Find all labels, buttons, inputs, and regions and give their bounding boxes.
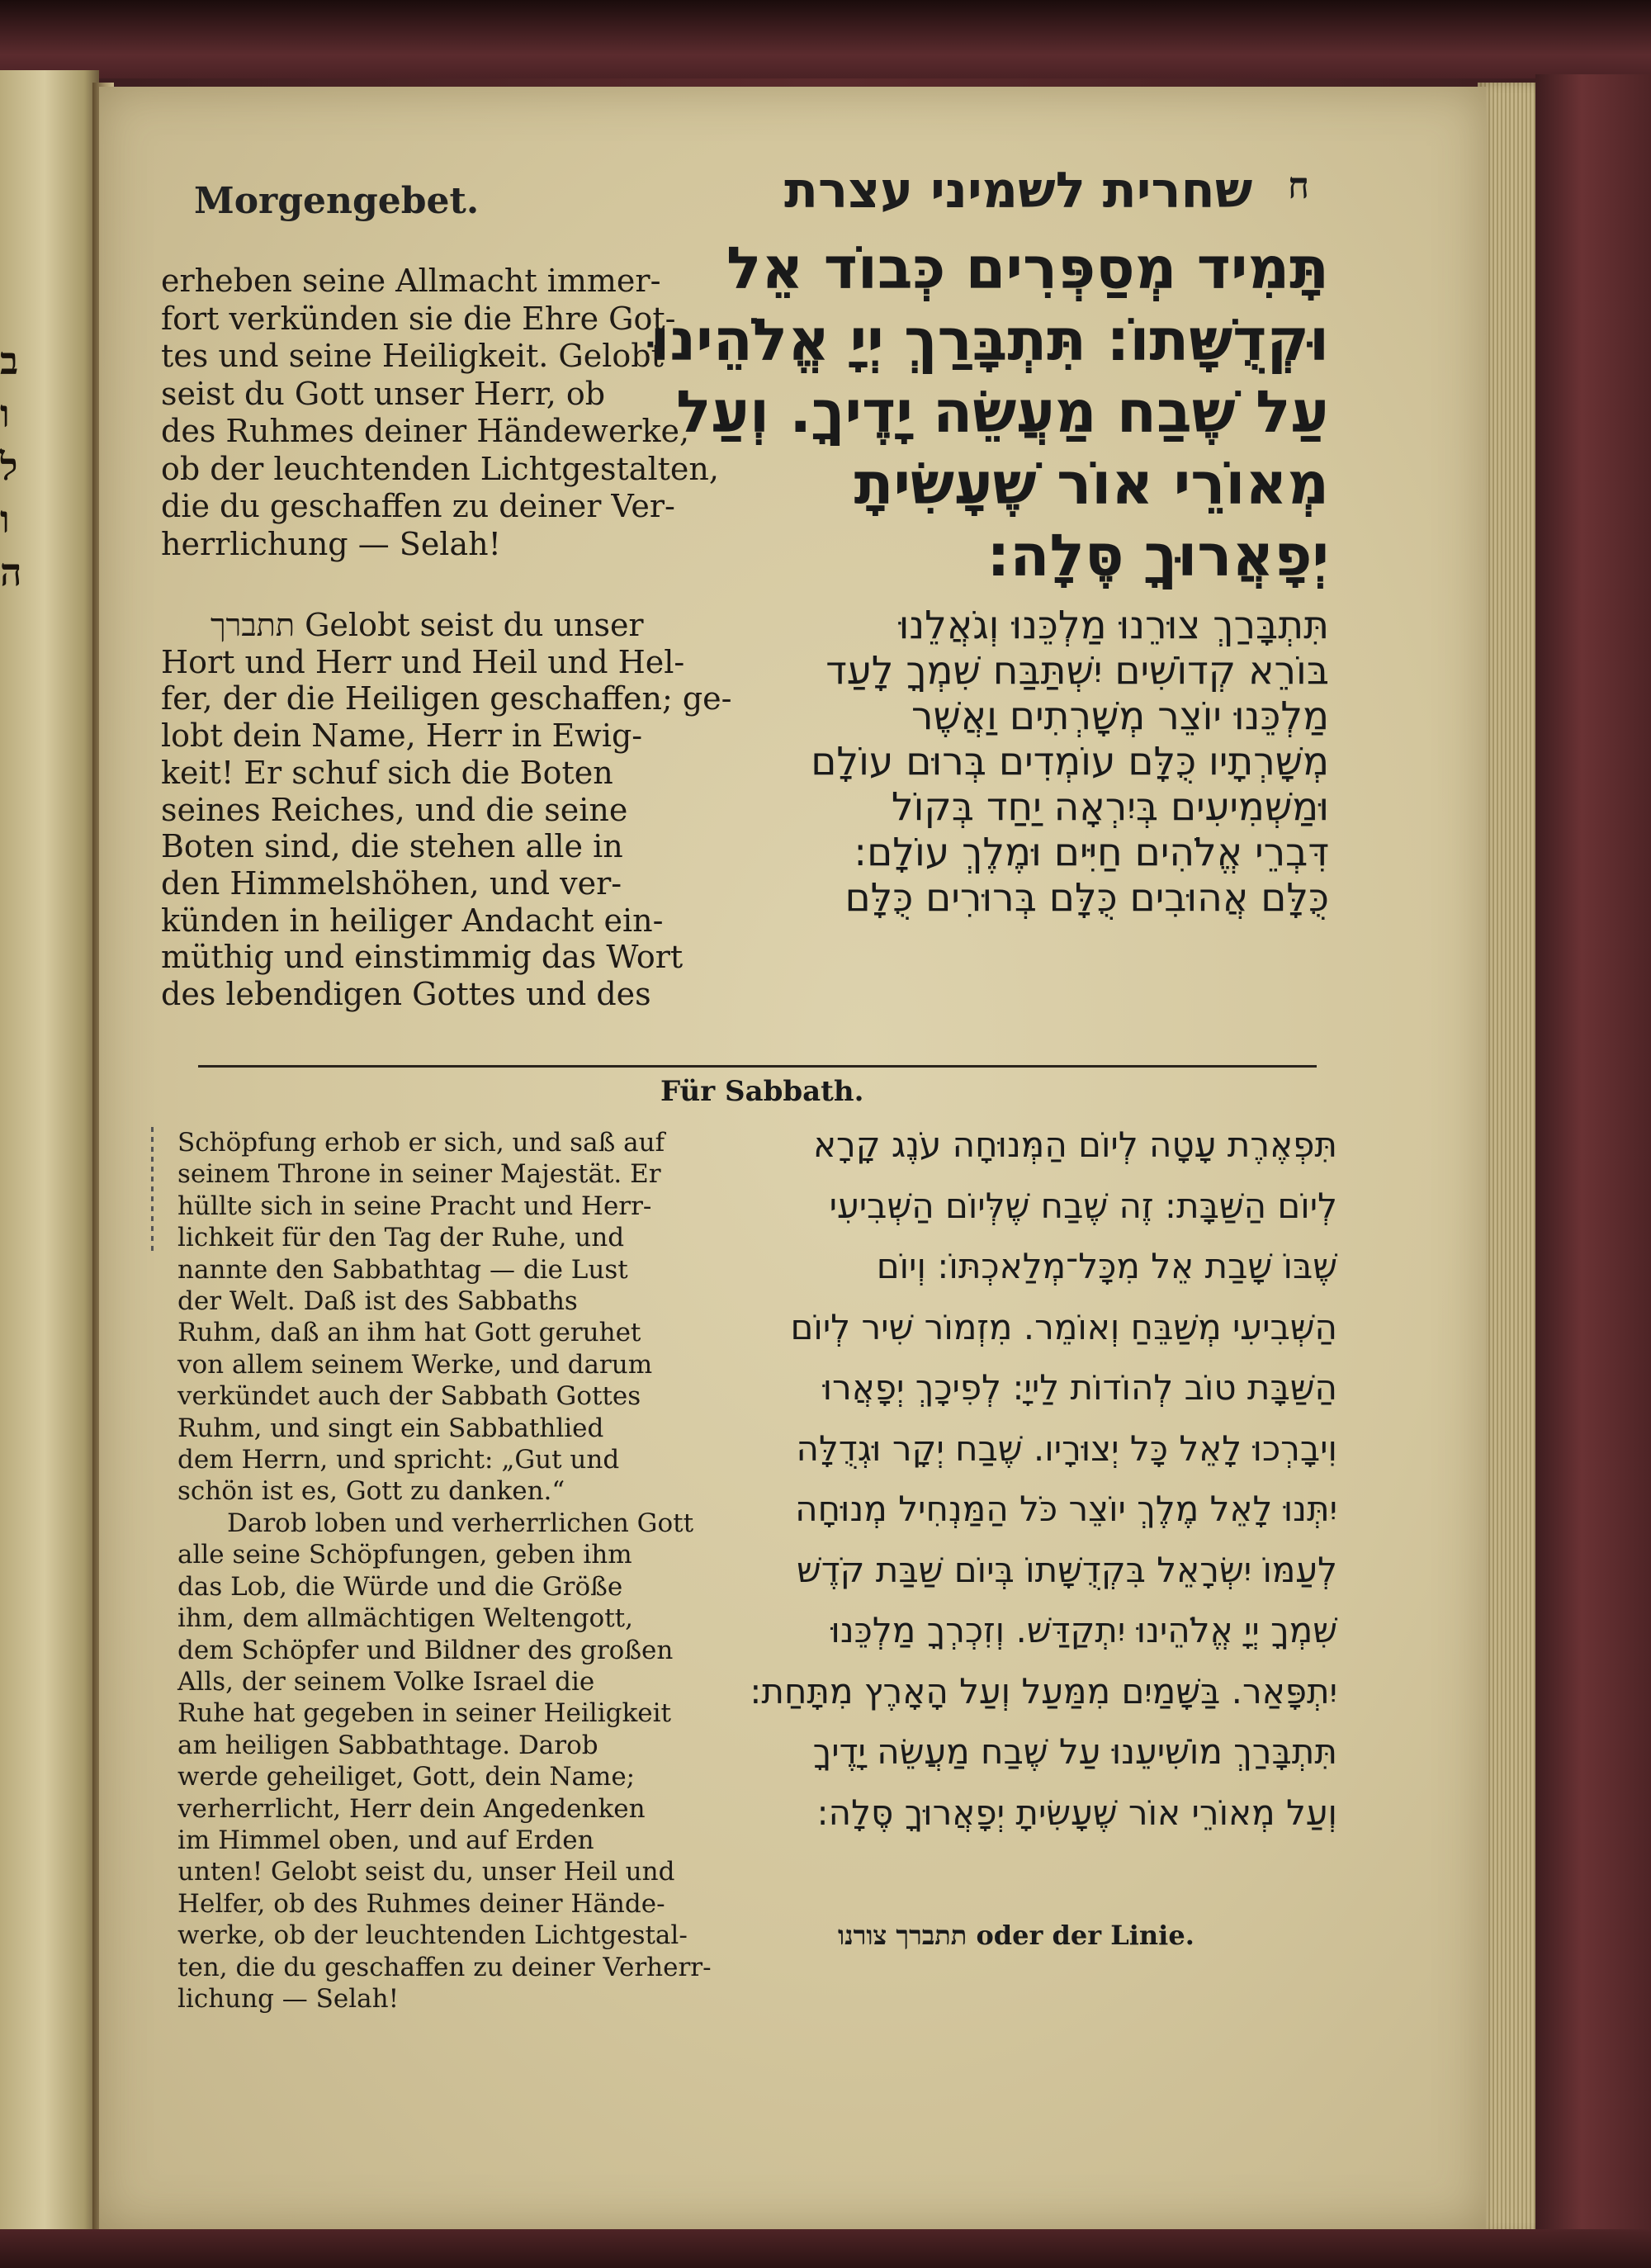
text-line: תִּתְבָּרַךְ מוֹשִׁיעֵנוּ עַל שֶׁבַח מַעֲשֵׂה יָדֶיךָ — [812, 1731, 1337, 1772]
text-line: Alls, der seinem Volke Israel die — [177, 1666, 595, 1697]
text-line: Schöpfung erhob er sich, und saß auf — [177, 1128, 665, 1158]
left-fragment: ב — [0, 339, 19, 383]
text-line: herrlichung — Selah! — [161, 525, 501, 562]
text-line: keit! Er schuf sich die Boten — [161, 754, 613, 791]
section-title: Für Sabbath. — [660, 1075, 864, 1108]
text-line: Ruhm, und singt ein Sabbathlied — [177, 1413, 604, 1443]
text-line: im Himmel oben, und auf Erden — [177, 1825, 594, 1855]
text-line: יִתְפָּאַר. בַּשָּׁמַיִם מִמַּעַל וְעַל הָאָרֶץ מִתָּחַת: — [750, 1670, 1337, 1712]
left-fragment: ה — [0, 550, 22, 594]
text-line: וְעַל מְאוֹרֵי אוֹר שֶׁעָשִׂיתָ יְפָאֲרוּךָ סֶּלָה: — [816, 1792, 1337, 1833]
german-text-bottom — [177, 1127, 712, 2015]
text-line: תָּמִיד מְסַפְּרִים כְּבוֹד אֵל — [726, 234, 1329, 302]
left-fragment: ו — [0, 497, 10, 542]
text-line: verkündet auch der Sabbath Gottes — [177, 1381, 641, 1412]
text-line: Ruhm, daß an ihm hat Gott geruhet — [177, 1318, 641, 1348]
text-line: des Ruhmes deiner Händewerke, — [161, 413, 690, 449]
text-line: כֻּלָּם אֲהוּבִים כֻּלָּם בְּרוּרִים כֻּלָּם — [844, 875, 1329, 921]
margin-mark — [151, 1127, 154, 1251]
text-line: Boten sind, die stehen alle in — [161, 828, 623, 865]
text-line: תתברך Gelobt seist du unser — [211, 607, 644, 643]
text-line: werke, ob der leuchtenden Lichtgestal- — [177, 1920, 688, 1951]
text-line: דִּבְרֵי אֱלֹהִים חַיִּים וּמֶלֶךְ עוֹלָם: — [854, 830, 1329, 875]
text-line: nannte den Sabbathtag — die Lust — [177, 1254, 628, 1285]
text-line: die du geschaffen zu deiner Ver- — [161, 488, 675, 524]
section-divider — [198, 1065, 1317, 1068]
text-line: müthig und einstimmig das Wort — [161, 939, 684, 976]
text-line: מְשָׁרְתָיו כֻּלָּם עוֹמְדִים בְּרוּם עוֹלָם — [811, 739, 1329, 784]
text-line: יִתְּנוּ לָאֵל מֶלֶךְ יוֹצֵר כֹּל הַמַּנְחִיל מְנוּחָה — [795, 1489, 1337, 1529]
text-line: seines Reiches, und die seine — [161, 791, 628, 828]
text-line: ten, die du geschaffen zu deiner Verherr- — [177, 1952, 712, 1982]
text-line: hüllte sich in seine Pracht und Herr- — [177, 1191, 652, 1221]
text-line: Darob loben und verherrlichen Gott — [227, 1508, 694, 1538]
text-line: das Lob, die Würde und die Größe — [177, 1571, 623, 1602]
text-line: Ruhe hat gegeben in seiner Heiligkeit — [177, 1698, 671, 1729]
footnote: תתברך צורנו oder der Linie. — [838, 1920, 1194, 1951]
text-line: עַל שֶׁבַח מַעֲשֵׂה יָדֶיךָ. וְעַל — [676, 378, 1329, 446]
text-line: לְיוֹם הַשַּׁבָּת: זֶה שֶׁבַח שֶׁלְּיוֹם הַשְּׁבִיעִי — [829, 1185, 1337, 1226]
text-line: seinem Throne in seiner Majestät. Er — [177, 1159, 661, 1190]
text-line: von allem seinem Werke, und darum — [177, 1349, 653, 1380]
text-line: schön ist es, Gott zu danken.“ — [177, 1476, 565, 1507]
text-line: הַשְּׁבִיעִי מְשַׁבֵּחַ וְאוֹמֵר. מִזְמוֹר שִׁיר לְיוֹם — [790, 1306, 1337, 1347]
text-line: הַשַּׁבָּת טוֹב לְהוֹדוֹת לַייָ: לְפִיכָךְ יְפָאֲרוּ — [822, 1367, 1337, 1408]
text-line: dem Herrn, und spricht: „Gut und — [177, 1445, 620, 1475]
text-line: שִׁמְךָ יְיָ אֱלֹהֵינוּ יִתְקַדַּשׁ. וְזִכְרְךָ מַלְכֵּנוּ — [830, 1610, 1337, 1650]
text-line: fer, der die Heiligen geschaffen; ge- — [161, 680, 732, 717]
text-line: ob der leuchtenden Lichtgestalten, — [161, 450, 719, 487]
text-line: verherrlicht, Herr dein Angedenken — [177, 1793, 646, 1824]
book-cover-top — [0, 0, 1651, 78]
text-line: des lebendigen Gottes und des — [161, 976, 651, 1013]
text-line: בּוֹרֵא קְדוֹשִׁים יִשְׁתַּבַּח שִׁמְךָ לָעַד — [826, 648, 1329, 694]
hebrew-running-title: שחרית לשמיני עצרת — [784, 162, 1253, 220]
text-line: תִּפְאֶרֶת עָטָה לְיוֹם הַמְּנוּחָה עֹנֶג קָרָא — [812, 1125, 1337, 1165]
text-line: lobt dein Name, Herr in Ewig- — [161, 717, 643, 755]
text-line: künden in heiliger Andacht ein- — [161, 902, 664, 939]
text-line: וּמַשְׁמִיעִים בְּיִרְאָה יַחַד בְּקוֹל — [891, 784, 1329, 830]
text-line: ihm, dem allmächtigen Weltengott, — [177, 1603, 633, 1634]
text-line: alle seine Schöpfungen, geben ihm — [177, 1540, 632, 1570]
text-line: שֶׁבּוֹ שָׁבַת אֵל מִכָּל־מְלַאכְתּוֹ: וְיוֹם — [876, 1246, 1337, 1286]
page-fore-edge — [1478, 83, 1540, 2233]
text-line: וִיבָרְכוּ לָאֵל כָּל יְצוּרָיו. שֶׁבַח יְקָר וּגְדֻלָּה — [796, 1428, 1337, 1469]
text-line: dem Schöpfer und Bildner des großen — [177, 1635, 674, 1665]
book-cover-bottom — [0, 2229, 1651, 2268]
left-page-fragments — [0, 334, 25, 599]
book-cover-right — [1535, 74, 1651, 2268]
text-line: Hort und Herr und Heil und Hel- — [161, 643, 685, 680]
left-fragment: ל — [0, 444, 18, 489]
german-running-title: Morgengebet. — [194, 180, 480, 222]
text-line: Helfer, ob des Ruhmes deiner Hände- — [177, 1888, 665, 1919]
text-line: seist du Gott unser Herr, ob — [161, 375, 606, 412]
text-line: werde geheiliget, Gott, dein Name; — [177, 1762, 636, 1792]
text-line: tes und seine Heiligkeit. Gelobt — [161, 338, 664, 374]
text-line: lichkeit für den Tag der Ruhe, und — [177, 1223, 625, 1253]
left-fragment: ו — [0, 391, 10, 436]
text-line: unten! Gelobt seist du, unser Heil und — [177, 1857, 675, 1887]
text-line: מַלְכֵּנוּ יוֹצֵר מְשָׁרְתִים וַאֲשֶׁר — [911, 694, 1329, 739]
page-number: ח — [1288, 165, 1310, 207]
text-line: der Welt. Daß ist des Sabbaths — [177, 1286, 578, 1317]
text-line: וּקְדֻשָּׁתוֹ: תִּתְבָּרַךְ יְיָ אֱלֹהֵינוּ — [650, 306, 1329, 374]
hebrew-text-bottom — [693, 1115, 1337, 1843]
text-line: erheben seine Allmacht immer- — [161, 263, 661, 299]
hebrew-text-middle — [693, 603, 1329, 921]
text-line: fort verkünden sie die Ehre Got- — [161, 300, 676, 337]
text-line: den Himmelshöhen, und ver- — [161, 864, 622, 902]
text-line: מְאוֹרֵי אוֹר שֶׁעָשִׂיתָ — [854, 450, 1329, 518]
text-line: lichung — Selah! — [177, 1983, 400, 2014]
left-page-edge — [0, 70, 99, 2233]
german-text-middle — [161, 607, 732, 1013]
text-line: לְעַמּוֹ יִשְׂרָאֵל בִּקְדֻשָּׁתוֹ בְּיוֹם שַׁבַּת קֹדֶשׁ — [796, 1549, 1337, 1590]
text-line: יְפָאֲרוּךָ סֶּלָה: — [986, 522, 1329, 589]
german-text-top — [161, 263, 719, 563]
hebrew-text-top — [650, 233, 1329, 592]
text-line: תִּתְבָּרַךְ צוּרֵנוּ מַלְכֵּנוּ וְגֹאֲלֵנוּ — [898, 603, 1329, 648]
text-line: am heiligen Sabbathtage. Darob — [177, 1730, 598, 1760]
